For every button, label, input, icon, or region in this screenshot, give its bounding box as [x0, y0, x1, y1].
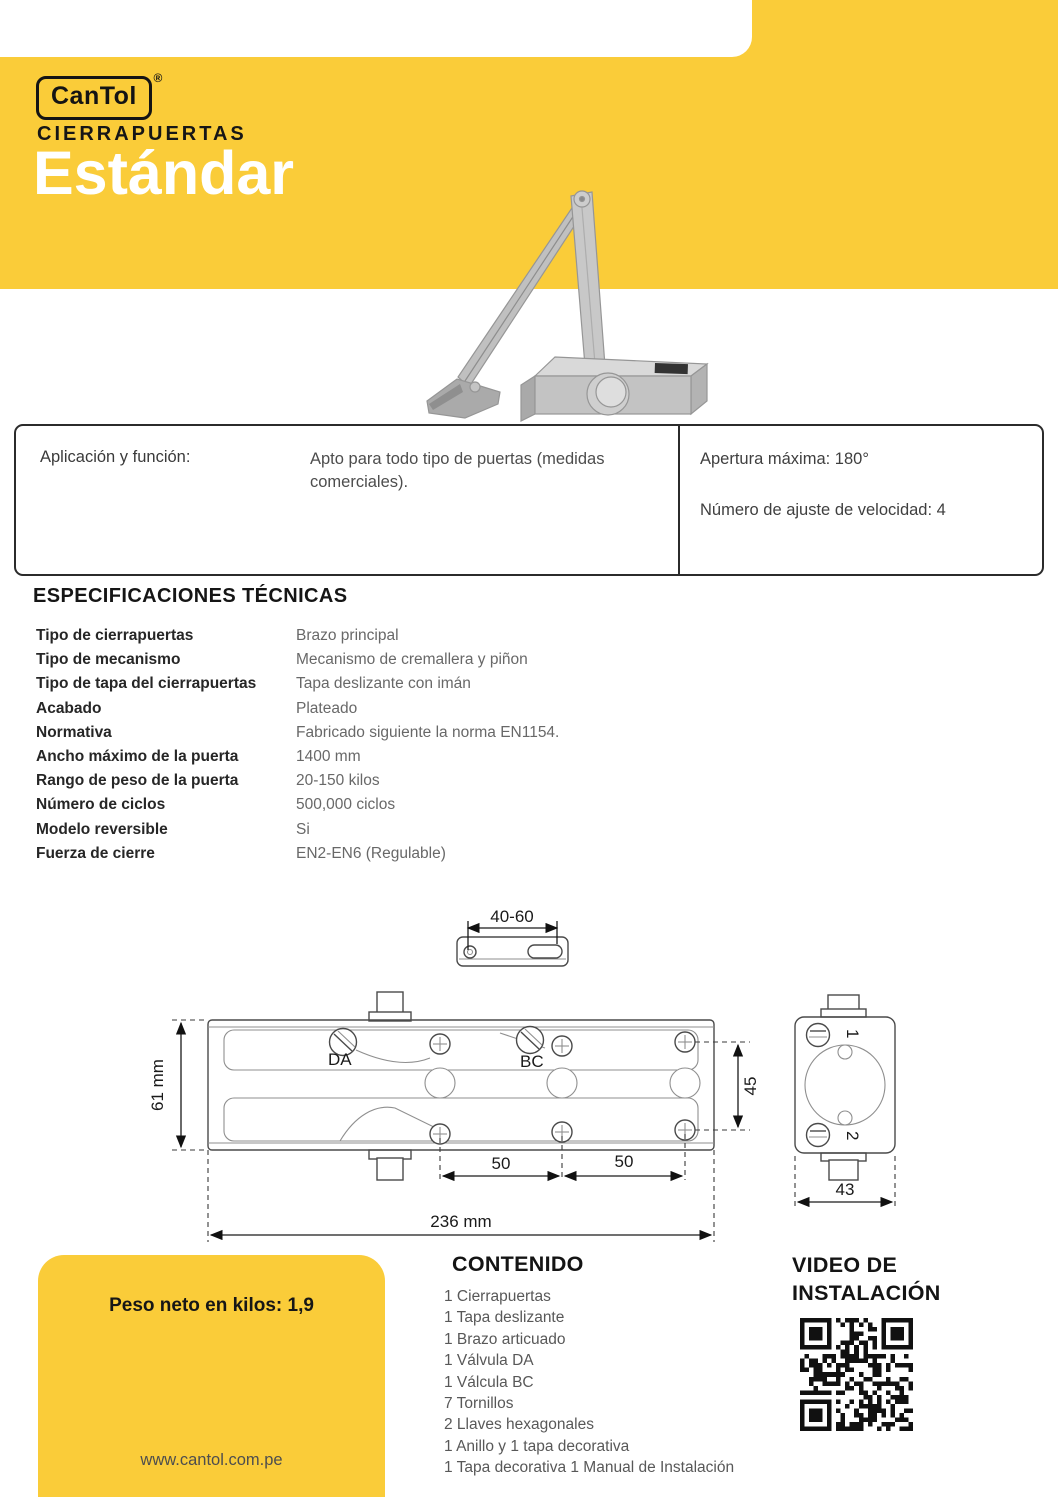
spec-value: 500,000 ciclos	[296, 796, 396, 814]
content-item: 1 Tapa decorativa 1 Manual de Instalación	[444, 1459, 735, 1477]
valve-bc-label: BC	[520, 1052, 544, 1071]
specs-table	[36, 627, 676, 869]
spec-label: Normativa	[36, 723, 112, 741]
spec-label: Número de ciclos	[36, 796, 166, 814]
content-item: 1 Válvula DA	[444, 1352, 534, 1370]
net-weight-text: Peso neto en kilos: 1,9	[109, 1295, 314, 1316]
video-heading-line1: VIDEO DE	[792, 1253, 898, 1277]
dim-40-60: 40-60	[490, 907, 534, 926]
spec-row	[36, 845, 676, 869]
content-item: 1 Cierrapuertas	[444, 1288, 551, 1305]
table-divider	[678, 424, 680, 576]
video-heading	[792, 1252, 941, 1307]
spec-row	[36, 627, 676, 651]
spec-value: Mecanismo de cremallera y piñon	[296, 651, 528, 669]
spec-label: Rango de peso de la puerta	[36, 772, 239, 790]
info-table	[14, 424, 1044, 576]
contents-list	[444, 1286, 734, 1479]
brand-logo-text: CanTol	[51, 82, 137, 110]
spec-label: Modelo reversible	[36, 820, 168, 838]
registered-mark-icon: ®	[153, 71, 163, 85]
door-closer-illustration	[427, 191, 707, 421]
dim-50-a: 50	[491, 1154, 511, 1173]
technical-drawing	[0, 888, 1058, 1253]
spec-label: Tipo de cierrapuertas	[36, 627, 194, 644]
product-photo	[405, 180, 770, 430]
dim-45: 45	[741, 1076, 760, 1096]
website-link[interactable]: www.cantol.com.pe	[140, 1451, 283, 1469]
specs-heading: ESPECIFICACIONES TÉCNICAS	[33, 585, 348, 607]
spec-row	[36, 724, 676, 748]
drawing-end-view	[795, 995, 895, 1208]
spec-row	[36, 651, 676, 675]
weight-box	[38, 1255, 385, 1497]
max-opening-value: Apertura máxima: 180°	[700, 450, 869, 468]
video-heading-line2: INSTALACIÓN	[792, 1280, 941, 1305]
dim-43: 43	[835, 1180, 855, 1199]
dim-50-b: 50	[614, 1152, 634, 1171]
spec-label: Ancho máximo de la puerta	[36, 747, 239, 765]
drawing-top-plate-view	[457, 907, 568, 966]
spec-label: Acabado	[36, 699, 102, 717]
content-item: 1 Válcula BC	[444, 1373, 534, 1391]
header-banner-notch	[0, 0, 752, 57]
spec-label: Tipo de tapa del cierrapuertas	[36, 675, 257, 693]
valve-1-screw	[807, 1024, 830, 1047]
spec-row	[36, 821, 676, 845]
product-title: Estándar	[33, 139, 295, 207]
info-table-right-cell	[700, 448, 1028, 551]
spec-value: Si	[296, 820, 310, 838]
valve-2-label: 2	[843, 1131, 862, 1141]
spec-row	[36, 748, 676, 772]
qr-code	[800, 1318, 913, 1431]
spec-value: Plateado	[296, 699, 358, 717]
brand-logo	[36, 71, 163, 120]
application-value: Apto para todo tipo de puertas (medidas comerciales).	[310, 450, 605, 492]
spec-value: Brazo principal	[296, 627, 399, 644]
dim-61mm: 61 mm	[148, 1059, 167, 1111]
valve-2-screw	[807, 1124, 830, 1147]
spec-value: Fabricado siguiente la norma EN1154.	[296, 723, 560, 741]
content-item: 2 Llaves hexagonales	[444, 1416, 594, 1434]
valve-da-label: DA	[328, 1050, 352, 1069]
valve-bc-screw	[517, 1027, 544, 1054]
spec-value: 20-150 kilos	[296, 772, 380, 790]
speed-adjust-value: Número de ajuste de velocidad: 4	[700, 501, 946, 520]
content-item: 1 Brazo articuado	[444, 1330, 566, 1348]
spec-row	[36, 796, 676, 820]
contents-heading: CONTENIDO	[452, 1252, 584, 1276]
spec-row	[36, 772, 676, 796]
category-label: CIERRAPUERTAS	[37, 123, 247, 145]
content-item: 7 Tornillos	[444, 1395, 514, 1413]
spec-value: 1400 mm	[296, 747, 361, 765]
spec-row	[36, 700, 676, 724]
dim-236mm: 236 mm	[430, 1212, 492, 1231]
application-label: Aplicación y función:	[40, 448, 191, 466]
valve-1-label: 1	[843, 1029, 862, 1039]
content-item: 1 Anillo y 1 tapa decorativa	[444, 1437, 630, 1455]
spec-value: EN2-EN6 (Regulable)	[296, 844, 446, 862]
spec-row	[36, 675, 676, 699]
spec-value: Tapa deslizante con imán	[296, 675, 471, 693]
spec-label: Fuerza de cierre	[36, 844, 155, 862]
drawing-main-view	[148, 992, 760, 1242]
spec-label: Tipo de mecanismo	[36, 651, 181, 669]
content-item: 1 Tapa deslizante	[444, 1309, 565, 1327]
